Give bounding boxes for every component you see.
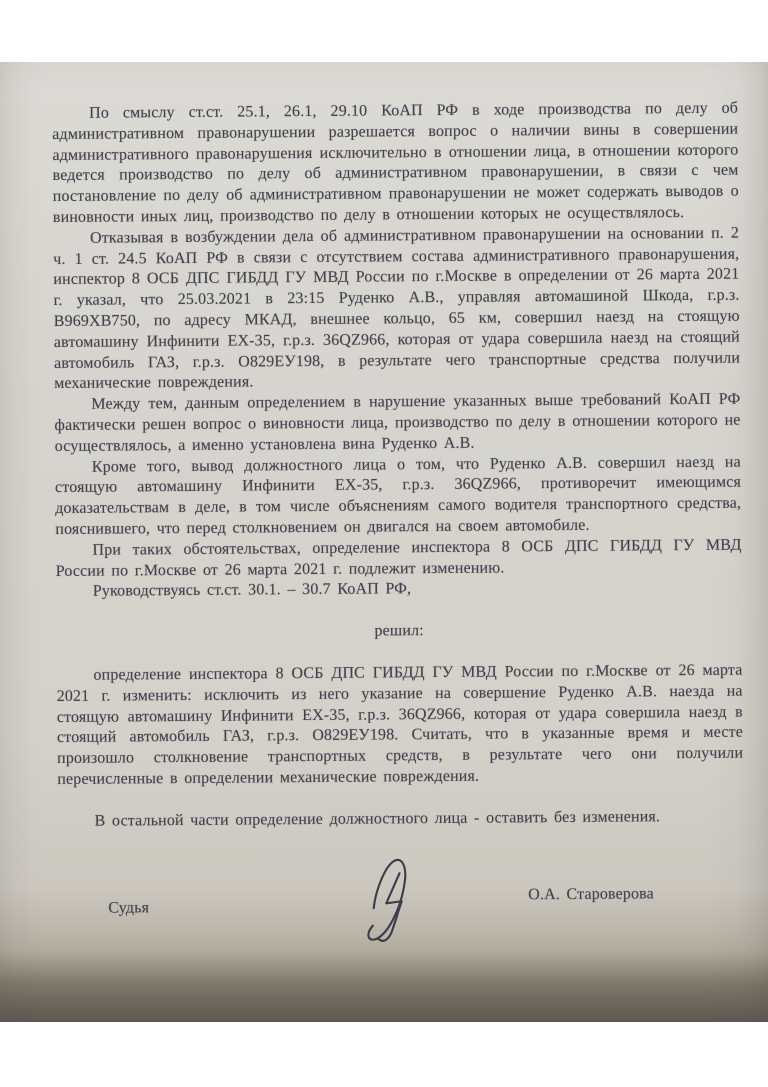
document-text bbox=[52, 99, 745, 987]
paragraph-subject-to-change: При таких обстоятельствах, определение инспектора 8 ОСБ ДПС ГИБДД ГУ МВД России по г.Москве от 26 марта 2021 г. подлежит изменению. bbox=[55, 536, 742, 580]
document-photo bbox=[0, 62, 768, 1022]
signature-row bbox=[58, 861, 745, 986]
paragraph-violation-of-requirements: Между тем, данным определением в нарушение указанных выше требований КоАП РФ фактически решен вопрос о виновности лица, производство по делу в отношении которого не осуществлялось, а именно установлена вина Руденко А.В. bbox=[54, 390, 741, 455]
paragraph-rest-unchanged: В остальной части определение должностного лица - оставить без изменения. bbox=[94, 807, 661, 830]
paragraph-legal-basis: По смыслу ст.ст. 25.1, 26.1, 29.10 КоАП РФ в ходе производства по делу об административном правонарушении разрешается вопрос о наличии вины в совершении административного правонарушения исключительно в отношении лица, в отношении которого ведется производство по делу об административном правонарушении, в связи с чем постановление по делу об административном правонарушении не может содержать выводов о виновности иных лиц, производство по делу в отношении которых не осуществлялось. bbox=[52, 99, 739, 226]
judge-name: О.А. Староверова bbox=[528, 884, 654, 903]
judge-role-label: Судья bbox=[108, 898, 150, 917]
resolution-word: решил: bbox=[374, 622, 424, 640]
paragraph-ruling-change: определение инспектора 8 ОСБ ДПС ГИБДД ГУ МВД России по г.Москве от 26 марта 2021 г. изменить: исключить из него указание на совершение Руденко А.В. наезда на стоящую автомашину Инфинити ЕХ-35, г.р.з. 36QZ966, которая от удара совершила наезд в стоящий автомобиль ГАЗ, г.р.з. О829ЕУ198. Считать, что в указанные время и месте произошло столкновение транспортных средств, в результате чего они получили перечисленные в определении механические повреждения. bbox=[56, 661, 744, 788]
paragraph-contradicting-evidence: Кроме того, вывод должностного лица о том, что Руденко А.В. совершил наезд на стоящую автомашину Инфинити ЕХ-35, г.р.з. 36QZ966, противоречит имеющимся доказательствам в деле, в том числе объяснениям самого водителя транспортного средства, пояснившего, что перед столкновением он двигался на своем автомобиле. bbox=[54, 453, 742, 538]
paragraph-inspector-determination: Отказывая в возбуждении дела об административном правонарушении на основании п. 2 ч. 1 ст. 24.5 КоАП РФ в связи с отсутствием состава административного правонарушения, инспектор 8 ОСБ ДПС ГИБДД ГУ МВД России по г.Москве в определении от 26 марта 2021 г. указал, что 25.03.2021 в 23:15 Руденко А.В., управляя автомашиной Шкода, г.р.з. В969ХВ750, по адресу МКАД, внешнее кольцо, 65 км, совершил наезд на стоящую автомашину Инфинити ЕХ-35, г.р.з. 36QZ966, которая от удара совершила наезд на стоящий автомобиль ГАЗ, г.р.з. О829ЕУ198, в результате чего транспортные средства получили механические повреждения. bbox=[53, 224, 741, 393]
handwritten-signature-icon bbox=[356, 850, 415, 950]
paragraph-guided-by: Руководствуясь ст.ст. 30.1. – 30.7 КоАП РФ, bbox=[92, 580, 412, 601]
